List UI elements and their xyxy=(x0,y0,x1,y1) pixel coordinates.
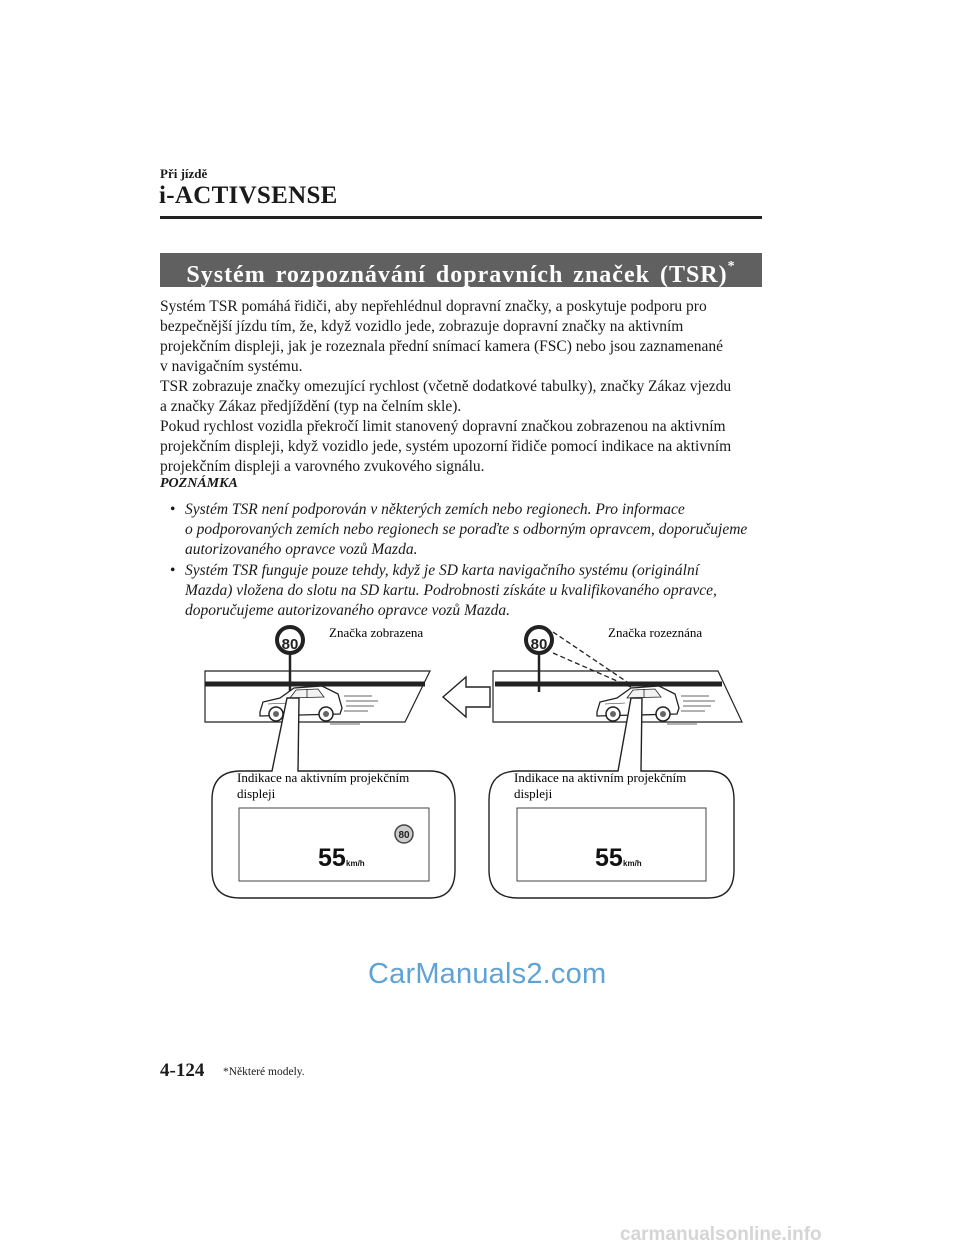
bullet-marker: • xyxy=(170,562,176,579)
note-label: POZNÁMKA xyxy=(160,476,238,491)
site-watermark: carmanualsonline.info xyxy=(620,1224,822,1245)
note-line: Mazda) vložena do slotu na SD kartu. Podrobnosti získáte u kvalifikovaného opravce, xyxy=(185,582,717,599)
hud-label-right-2: displeji xyxy=(514,786,553,801)
banner-asterisk: * xyxy=(727,259,736,274)
chapter-title: Při jízdě xyxy=(160,166,208,181)
hud-sign-value: 80 xyxy=(398,830,410,841)
note-line: o podporovaných zemích nebo regionech se poraďte s odborným opravcem, doporučujeme xyxy=(185,521,748,538)
note-line: Systém TSR funguje pouze tehdy, když je SD karta navigačního systému (originální xyxy=(185,562,699,579)
page-number: 4-124 xyxy=(160,1060,205,1081)
note-line: autorizovaného opravce vozů Mazda. xyxy=(185,541,418,558)
sign-value-right: 80 xyxy=(530,636,548,653)
footnote: *Některé modely. xyxy=(223,1066,305,1078)
hud-label-right: Indikace na aktivním projekčním xyxy=(514,770,687,785)
section-title: i-ACTIVSENSE xyxy=(159,182,338,209)
body-line: projekčním displeji, když vozidlo jede, systém upozorní řidiče pomocí indikace na aktivním xyxy=(160,438,732,455)
flow-arrow xyxy=(443,677,490,717)
body-line: v navigačním systému. xyxy=(160,358,303,375)
body-line: projekčním displeji a varovného zvukového signálu. xyxy=(160,458,485,475)
body-line: TSR zobrazuje značky omezující rychlost (včetně dodatkové tabulky), značky Zákaz vjezdu xyxy=(160,378,732,395)
hud-label-left: Indikace na aktivním projekčním xyxy=(237,770,410,785)
body-line: a značky Zákaz předjíždění (typ na čelním skle). xyxy=(160,398,462,415)
caption-sign-displayed: Značka zobrazena xyxy=(329,625,424,640)
note-line: doporučujeme autorizovaného opravce vozů Mazda. xyxy=(185,602,511,619)
hud-unit-right: km/h xyxy=(623,859,642,868)
banner-title: Systém rozpoznávání dopravních značek (TSR) xyxy=(186,262,728,288)
hud-speed-left: 55 xyxy=(318,844,346,872)
hud-label-left-2: displeji xyxy=(237,786,276,801)
watermark-carmanuals: CarManuals2.com xyxy=(368,958,607,990)
body-line: Pokud rychlost vozidla překročí limit stanovený dopravní značkou zobrazenou na aktivním xyxy=(160,418,726,435)
sign-value-left: 80 xyxy=(281,636,299,653)
bullet-marker: • xyxy=(170,501,176,518)
note-line: Systém TSR není podporován v některých zemích nebo regionech. Pro informace xyxy=(185,501,685,518)
hud-speed-right: 55 xyxy=(595,844,623,872)
body-line: bezpečnější jízdu tím, že, když vozidlo jede, zobrazuje dopravní značky na aktivním xyxy=(160,318,684,335)
caption-sign-recognised: Značka rozeznána xyxy=(608,625,703,640)
hud-unit-left: km/h xyxy=(346,859,365,868)
body-line: Systém TSR pomáhá řidiči, aby nepřehlédnul dopravní značky, a poskytuje podporu pro xyxy=(160,298,707,315)
body-line: projekčním displeji, jak je rozeznala přední snímací kamera (FSC) nebo jsou zaznamenané xyxy=(160,338,723,355)
